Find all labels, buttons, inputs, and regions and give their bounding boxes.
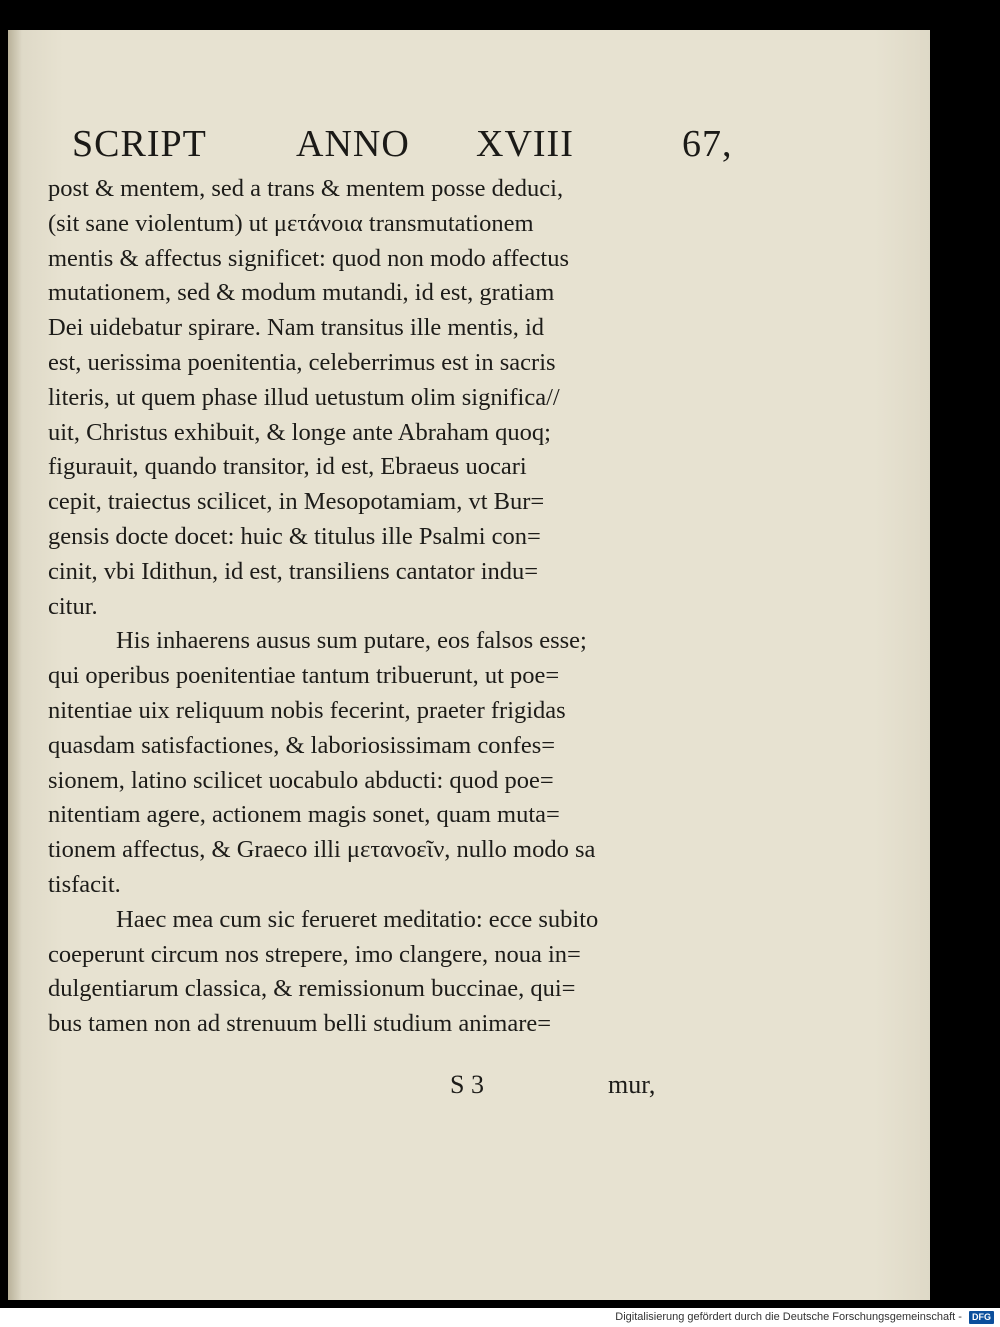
text-line: tionem affectus, & Graeco illi μετανοεῖν, nullo modo sa — [48, 836, 596, 864]
text-line: cinit, vbi Idithun, id est, transiliens cantator indu= — [48, 557, 539, 585]
paragraph-start-line: His inhaerens ausus sum putare, eos falsos esse; — [116, 627, 587, 655]
text-line: uit, Christus exhibuit, & longe ante Abraham quoq; — [48, 418, 551, 446]
text-line: citur. — [48, 592, 98, 620]
text-line: cepit, traiectus scilicet, in Mesopotamiam, vt Bur= — [48, 488, 545, 516]
text-line: nitentiam agere, actionem magis sonet, quam muta= — [48, 801, 560, 829]
text-line: nitentiae uix reliquum nobis fecerint, praeter frigidas — [48, 696, 566, 724]
text-line: sionem, latino scilicet uocabulo abducti: quod poe= — [48, 766, 554, 794]
body-text — [48, 172, 688, 1042]
text-line: coeperunt circum nos strepere, imo clangere, noua in= — [48, 940, 581, 968]
paragraph-start-line: Haec mea cum sic ferueret meditatio: ecce subito — [116, 905, 599, 933]
signature-mark: S 3 — [450, 1070, 484, 1099]
text-line: Dei uidebatur spirare. Nam transitus ille mentis, id — [48, 314, 545, 342]
credit-text: Digitalisierung gefördert durch die Deutsche Forschungsgemeinschaft - — [615, 1311, 962, 1323]
page-number: 67, — [682, 123, 733, 165]
header-anno: ANNO — [296, 123, 410, 165]
running-header — [72, 122, 762, 170]
text-line: post & mentem, sed a trans & mentem posse deduci, — [48, 175, 564, 202]
text-line: mentis & affectus significet: quod non modo affectus — [48, 244, 569, 272]
text-line: est, uerissima poenitentia, celeberrimus est in sacris — [48, 348, 556, 376]
book-page — [8, 30, 930, 1300]
text-line: gensis docte docet: huic & titulus ille Psalmi con= — [48, 522, 541, 550]
text-line: mutationem, sed & modum mutandi, id est, gratiam — [48, 279, 555, 307]
page-footer — [8, 1070, 708, 1110]
dfg-logo-icon: DFG — [969, 1311, 994, 1324]
text-line: figurauit, quando transitor, id est, Ebraeus uocari — [48, 453, 527, 481]
text-line: dulgentiarum classica, & remissionum buccinae, qui= — [48, 975, 576, 1003]
header-script: SCRIPT — [72, 123, 207, 165]
catchword: mur, — [608, 1070, 656, 1099]
text-line: bus tamen non ad strenuum belli studium animare= — [48, 1010, 552, 1038]
funding-credit — [615, 1309, 994, 1326]
text-line: qui operibus poenitentiae tantum tribuerunt, ut poe= — [48, 662, 560, 690]
text-line: tisfacit. — [48, 870, 121, 898]
text-line: quasdam satisfactiones, & laboriosissimam confes= — [48, 731, 556, 759]
text-line: literis, ut quem phase illud uetustum olim significa// — [48, 383, 560, 411]
text-line: (sit sane violentum) ut μετάνοια transmutationem — [48, 209, 534, 237]
header-year: XVIII — [476, 123, 574, 165]
